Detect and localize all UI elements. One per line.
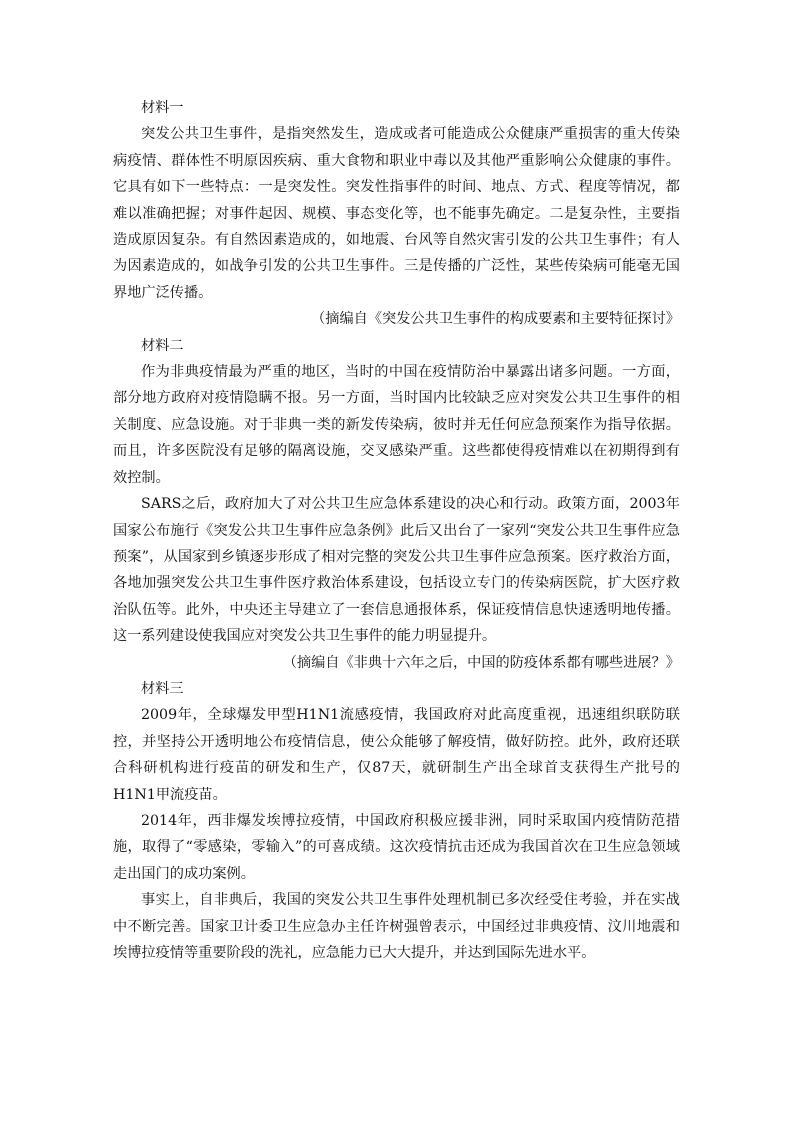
material-2-paragraph-2: SARS之后，政府加大了对公共卫生应急体系建设的决心和行动。政策方面，2003年国家公布施行《突发公共卫生事件应急条例》此后又出台了一家列“突发公共卫生事件应急预案”，从国家到乡镇逐步形成了相对完整的突发公共卫生事件应急预案。医疗救治方面，各地加强突发公共卫生事件医疗救治体系建设，包括设立专门的传染病医院，扩大医疗救治队伍等。此外，中央还主导建立了一套信息通报体系，保证疫情信息快速透明地传播。这一系列建设使我国应对突发公共卫生事件的能力明显提升。 xyxy=(113,496,680,645)
material-1-source: （摘编自《突发公共卫生事件的构成要素和主要特征探讨》 xyxy=(311,311,680,328)
document-body xyxy=(113,95,680,966)
material-1-heading: 材料一 xyxy=(141,100,184,116)
material-3-paragraph-1: 2009年，全球爆发甲型H1N1流感疫情，我国政府对此高度重视，迅速组织联防联控，并坚持公开透明地公布疫情信息，使公众能够了解疫情，做好防控。此外，政府还联合科研机构进行疫苗的研发和生产，仅87天，就研制生产出全球首支获得生产批号的H1N1甲流疫苗。 xyxy=(113,707,680,803)
material-2-source: （摘编自《非典十六年之后，中国的防疫体系都有哪些进展？》 xyxy=(282,654,680,671)
material-1-paragraph-1: 突发公共卫生事件，是指突然发生，造成或者可能造成公众健康严重损害的重大传染病疫情、群体性不明原因疾病、重大食物和职业中毒以及其他严重影响公众健康的事件。它具有如下一些特点：一是突发性。突发性指事件的时间、地点、方式、程度等情况，都难以准确把握；对事件起因、规模、事态变化等，也不能事先确定。二是复杂性，主要指造成原因复杂。有自然因素造成的，如地震、台风等自然灾害引发的公共卫生事件；有人为因素造成的，如战争引发的公共卫生事件。三是传播的广泛性，某些传染病可能毫无国界地广泛传播。 xyxy=(113,126,680,301)
material-3-paragraph-3: 事实上，自非典后，我国的突发公共卫生事件处理机制已多次经受住考验，并在实战中不断完善。国家卫计委卫生应急办主任许树强曾表示，中国经过非典疫情、汶川地震和埃博拉疫情等重要阶段的洗礼，应急能力已大大提升，并达到国际先进水平。 xyxy=(113,892,680,961)
material-3-heading: 材料三 xyxy=(141,680,184,697)
material-2-paragraph-1: 作为非典疫情最为严重的地区，当时的中国在疫情防治中暴露出诸多问题。一方面，部分地方政府对疫情隐瞒不报。另一方面，当时国内比较缺乏应对突发公共卫生事件的相关制度、应急设施。对于非典一类的新发传染病，彼时并无任何应急预案作为指导依据。而且，许多医院没有足够的隔离设施，交叉感染严重。这些都使得疫情难以在初期得到有效控制。 xyxy=(113,364,680,486)
material-2-heading: 材料二 xyxy=(141,337,184,354)
material-3-paragraph-2: 2014年，西非爆发埃博拉疫情，中国政府积极应援非洲，同时采取国内疫情防范措施，取得了“零感染，零输入”的可喜成绩。这次疫情抗击还成为我国首次在卫生应急领域走出国门的成功案例。 xyxy=(113,812,680,882)
